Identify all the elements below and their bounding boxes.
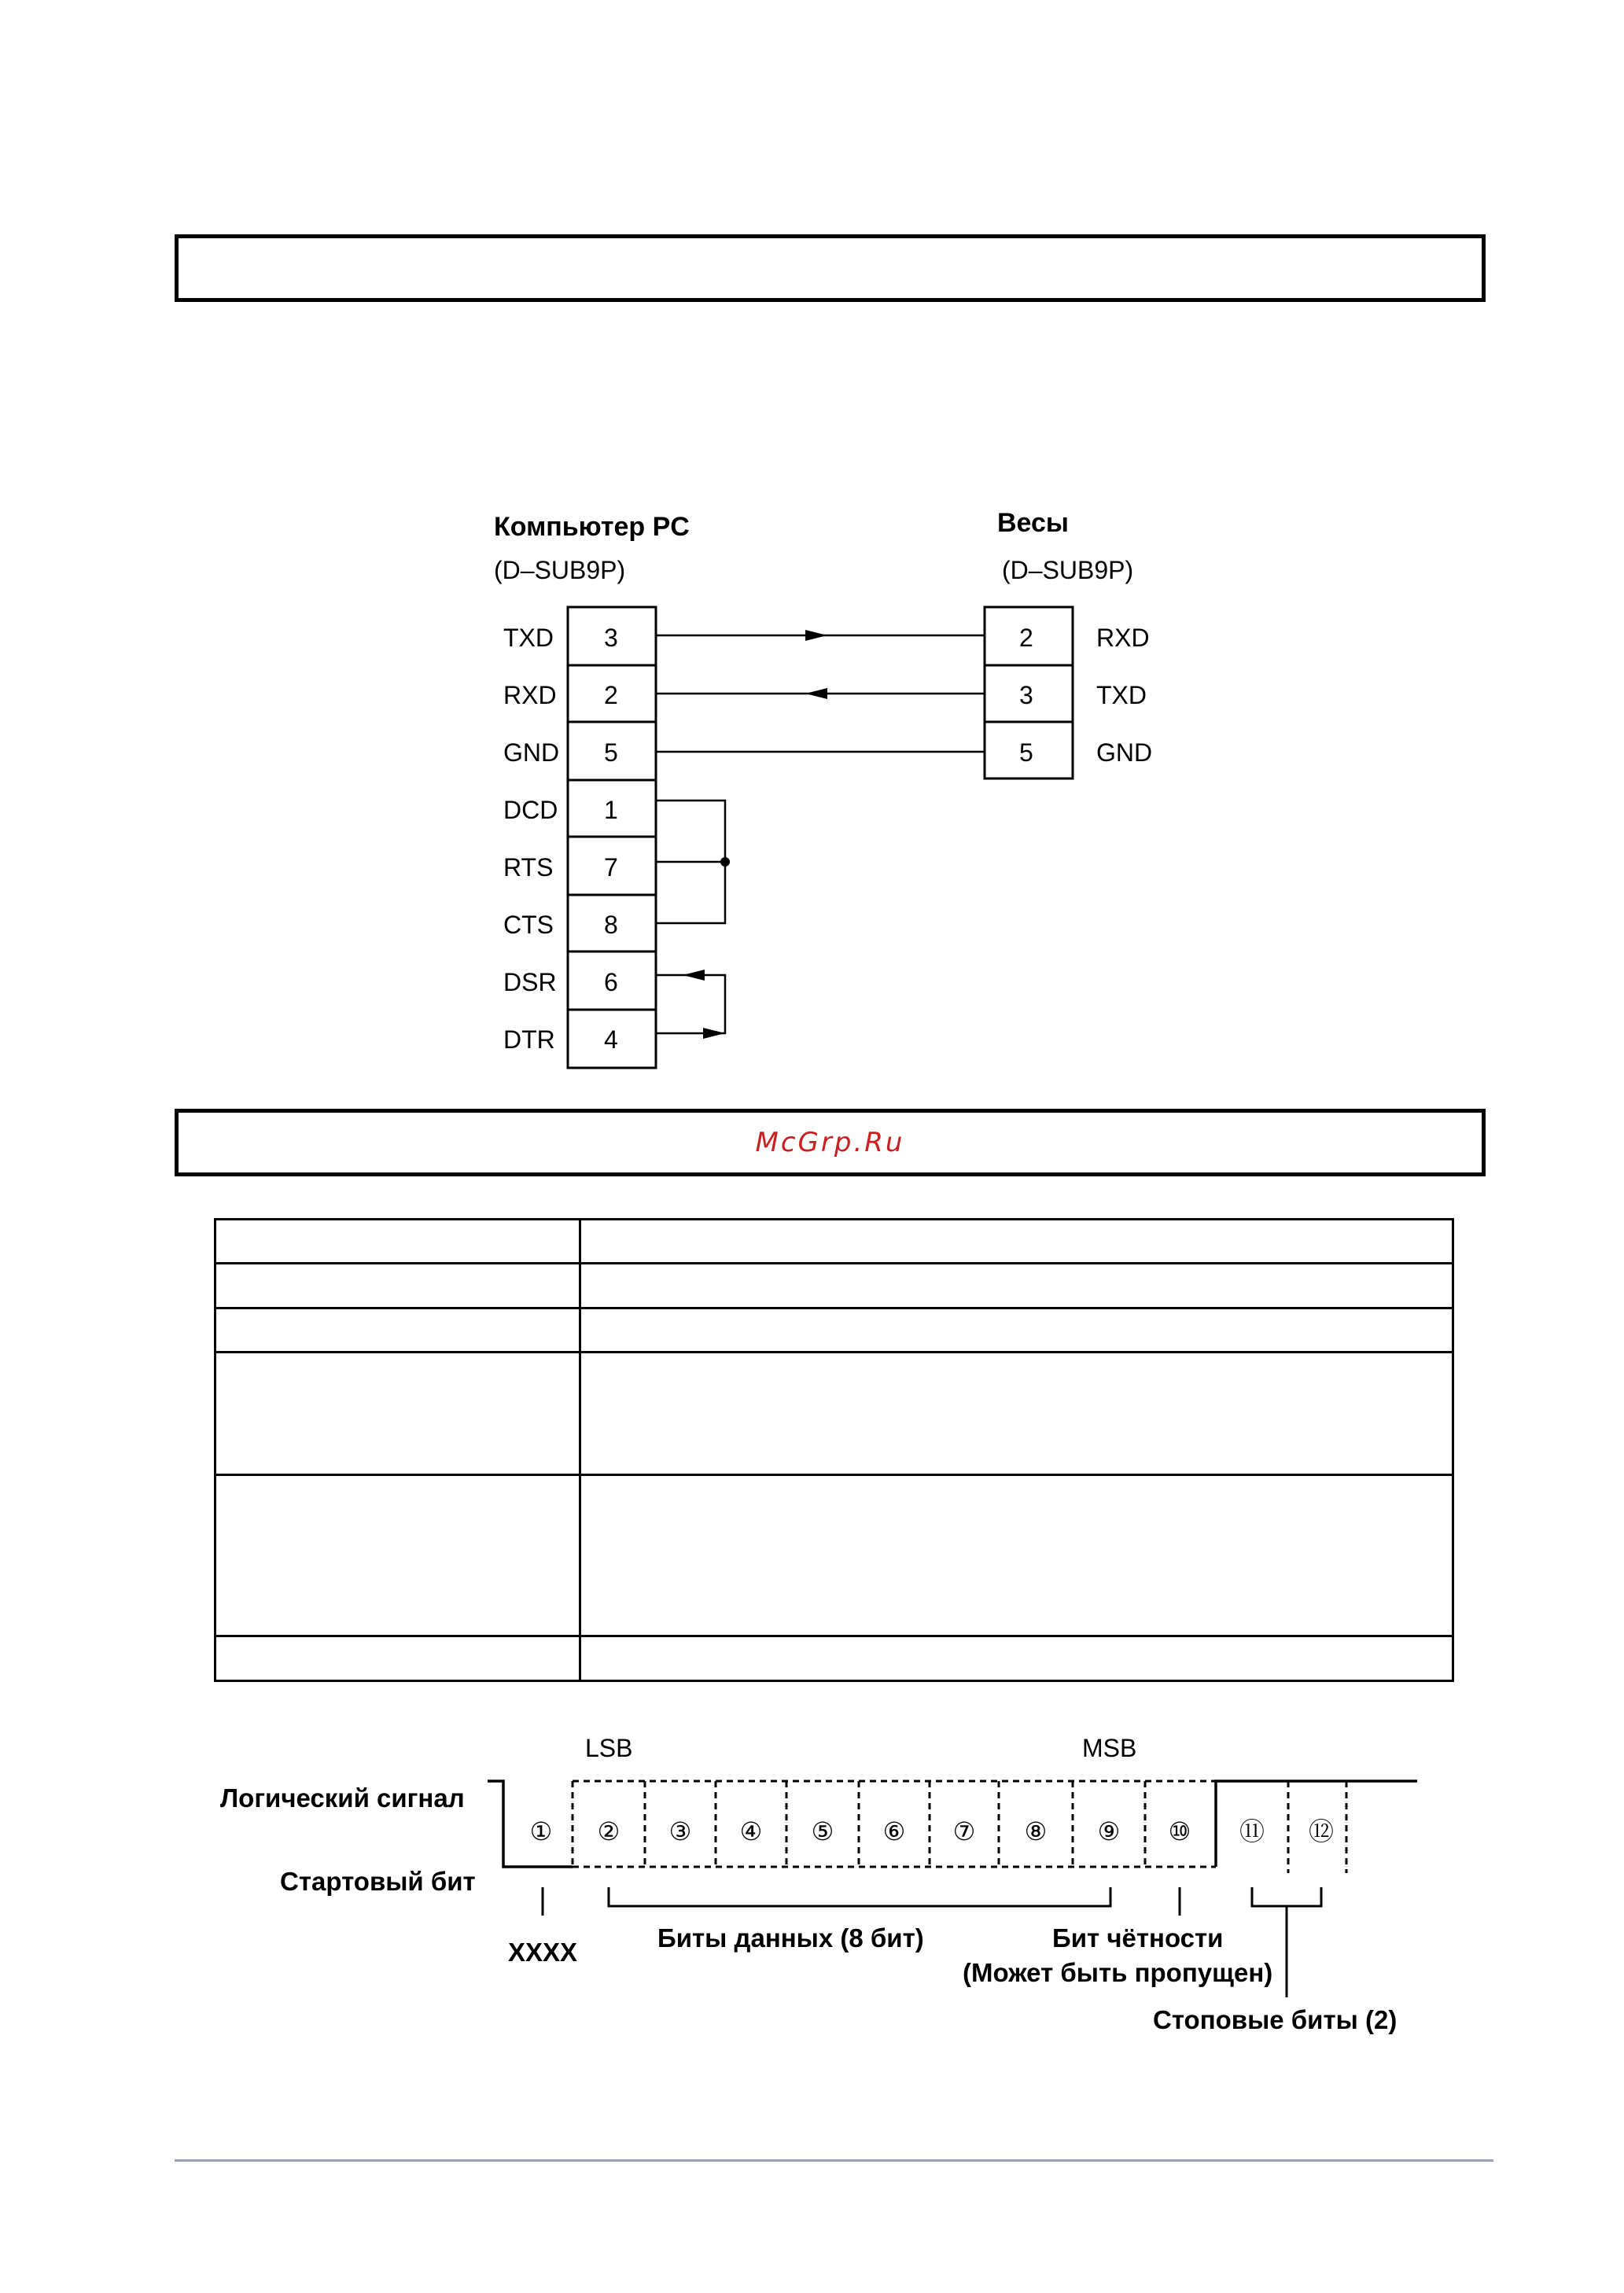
pc-pin-number: 1: [604, 796, 618, 824]
spec-key: [215, 1264, 580, 1308]
scale-pin-number: 5: [1019, 738, 1033, 767]
bit-number: ⑤: [811, 1816, 834, 1846]
scale-pin-number: 2: [1019, 624, 1033, 652]
serial-frame-timing-diagram: [0, 1714, 1624, 2045]
junction-dot-icon: [720, 857, 730, 867]
pc-pin-number: 7: [604, 853, 618, 881]
spec-key: [215, 1636, 580, 1681]
msb-label: MSB: [1082, 1734, 1137, 1762]
table-row: [215, 1353, 1453, 1475]
communication-spec-table: [214, 1218, 1454, 1682]
pc-pin-name: DCD: [503, 796, 558, 824]
lsb-label: LSB: [585, 1734, 633, 1762]
spec-value: [580, 1308, 1453, 1353]
scale-pin-name: GND: [1096, 738, 1153, 767]
pc-pin-number: 6: [604, 968, 618, 996]
arrow-right-icon: [703, 1028, 725, 1039]
spec-key: [215, 1220, 580, 1264]
spec-value: [580, 1264, 1453, 1308]
pc-pin-name: DTR: [503, 1025, 555, 1054]
bit-number: ⑦: [952, 1816, 976, 1846]
pc-pin-name: DSR: [503, 968, 557, 996]
spec-key: [215, 1353, 580, 1475]
pc-pin-number: 8: [604, 911, 618, 939]
section-header-2: [175, 1109, 1486, 1176]
pc-pin-number: 4: [604, 1025, 618, 1054]
pc-pin-name: TXD: [503, 624, 554, 652]
bit-number: ⑩: [1168, 1816, 1191, 1846]
table-row: [215, 1264, 1453, 1308]
stop-bits-label: Стоповые биты (2): [1153, 2005, 1398, 2034]
table-row: [215, 1475, 1453, 1636]
pc-pin-name: CTS: [503, 911, 554, 939]
pc-pin-number: 5: [604, 738, 618, 767]
scale-pin-number: 3: [1019, 681, 1033, 709]
bit-number: ⑨: [1097, 1816, 1121, 1846]
pc-connector-block: [568, 607, 656, 1068]
spec-value: [580, 1475, 1453, 1636]
scale-pin-name: RXD: [1096, 624, 1150, 652]
table-row: [215, 1220, 1453, 1264]
pc-pin-name: GND: [503, 738, 560, 767]
footer-divider: [175, 2159, 1493, 2162]
xxxx-label: XXXX: [508, 1938, 578, 1967]
bit-number: ②: [597, 1816, 621, 1846]
scale-title: Весы: [997, 508, 1069, 538]
bit-number: ⑪: [1239, 1816, 1265, 1846]
scale-connector-label: (D–SUB9P): [1002, 556, 1134, 584]
bit-number: ⑥: [882, 1816, 906, 1846]
scale-pin-name: TXD: [1096, 681, 1147, 709]
logic-signal-label: Логический сигнал: [220, 1783, 465, 1813]
start-bit-label: Стартовый бит: [280, 1867, 476, 1896]
bit-number: ④: [739, 1816, 763, 1846]
bit-number: ①: [529, 1816, 553, 1846]
pc-pin-name: RXD: [503, 681, 557, 709]
spec-key: [215, 1308, 580, 1353]
spec-value: [580, 1636, 1453, 1681]
pc-pin-name: RTS: [503, 853, 554, 881]
table-row: [215, 1308, 1453, 1353]
spec-value: [580, 1353, 1453, 1475]
rs232-connection-diagram: [0, 0, 1624, 1101]
pc-pin-number: 2: [604, 681, 618, 709]
table-row: [215, 1636, 1453, 1681]
bit-number: ⑫: [1308, 1816, 1335, 1846]
wire-dsr-dtr-loop: [656, 975, 725, 1033]
bit-number: ③: [668, 1816, 692, 1846]
pc-pin-number: 3: [604, 624, 618, 652]
arrow-right-icon: [805, 630, 827, 641]
arrow-left-icon: [805, 688, 827, 699]
pc-title: Компьютер PC: [494, 512, 690, 542]
spec-value: [580, 1220, 1453, 1264]
arrow-left-icon: [683, 970, 705, 981]
parity-bit-label: Бит чётности: [1052, 1923, 1224, 1953]
data-bits-label: Биты данных (8 бит): [657, 1923, 924, 1953]
watermark: McGrp.Ru: [755, 1127, 905, 1158]
parity-note-label: (Может быть пропущен): [963, 1958, 1273, 1987]
bit-number: ⑧: [1024, 1816, 1048, 1846]
pc-connector-label: (D–SUB9P): [494, 556, 626, 584]
spec-key: [215, 1475, 580, 1636]
